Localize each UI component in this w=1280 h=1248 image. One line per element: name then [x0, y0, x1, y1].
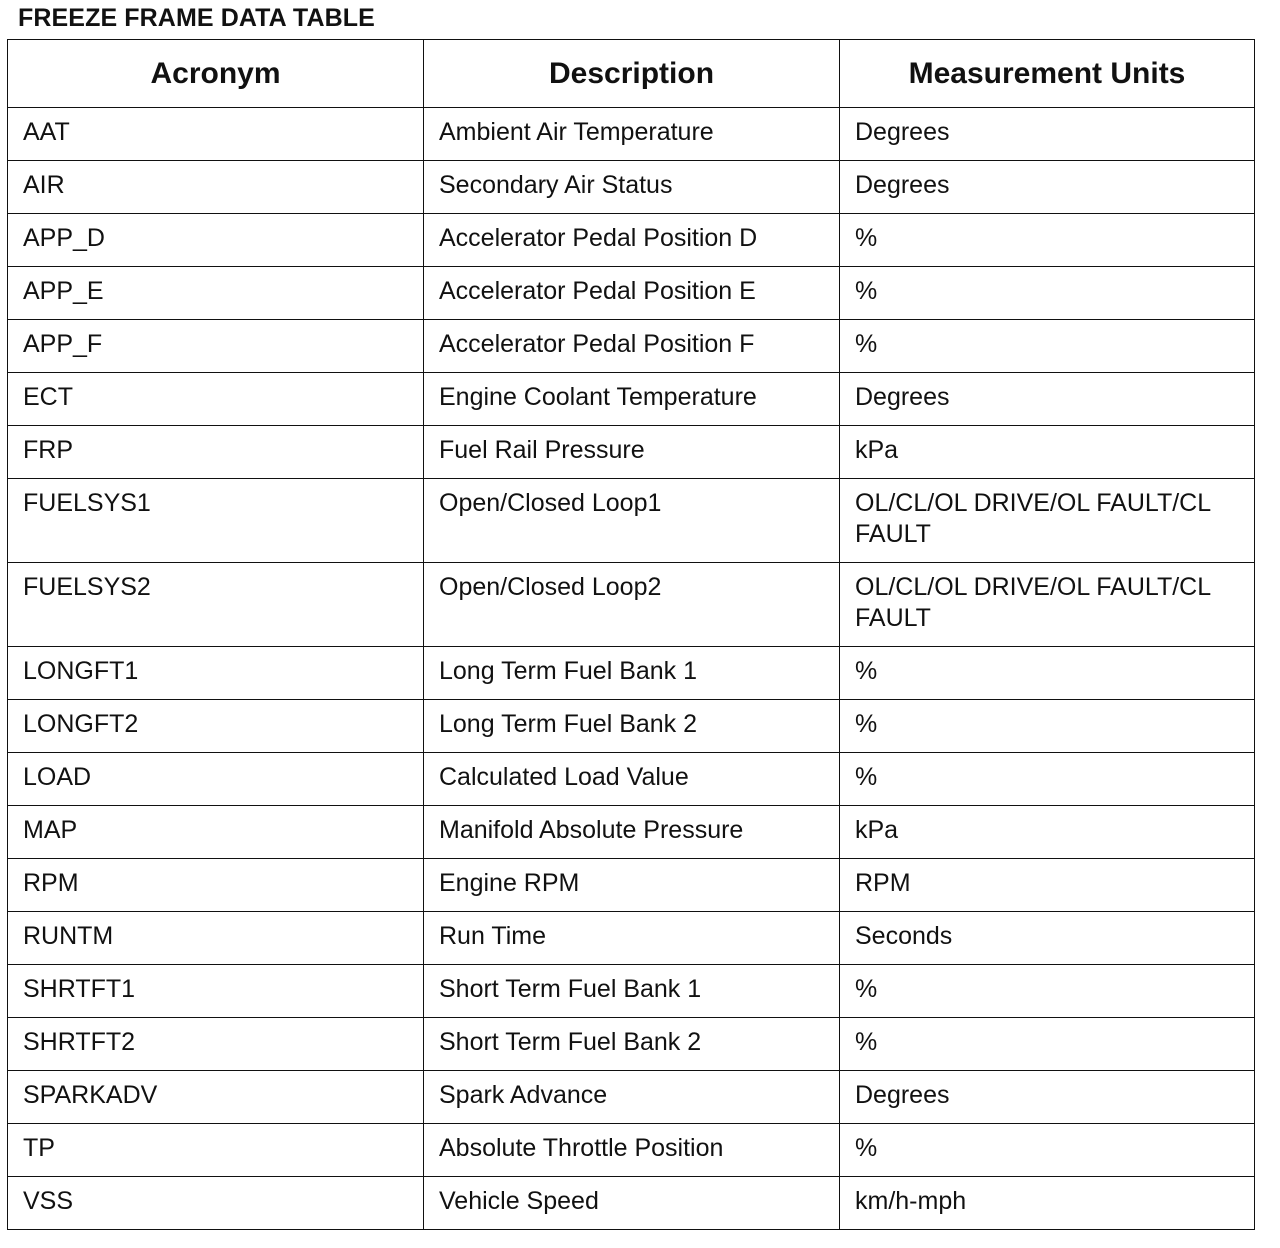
- units-cell: %: [840, 700, 1255, 753]
- description-cell: Open/Closed Loop2: [424, 563, 840, 647]
- acronym-cell: TP: [8, 1124, 424, 1177]
- units-cell: Degrees: [840, 161, 1255, 214]
- units-cell: %: [840, 267, 1255, 320]
- units-cell: %: [840, 320, 1255, 373]
- acronym-cell: LOAD: [8, 753, 424, 806]
- column-header-description: Description: [424, 40, 840, 108]
- description-cell: Manifold Absolute Pressure: [424, 806, 840, 859]
- units-cell: %: [840, 753, 1255, 806]
- description-cell: Long Term Fuel Bank 2: [424, 700, 840, 753]
- units-cell: km/h-mph: [840, 1177, 1255, 1230]
- units-cell: OL/CL/OL DRIVE/OL FAULT/CL FAULT: [840, 563, 1255, 647]
- units-cell: %: [840, 647, 1255, 700]
- acronym-cell: AAT: [8, 108, 424, 161]
- description-cell: Long Term Fuel Bank 1: [424, 647, 840, 700]
- units-cell: Degrees: [840, 1071, 1255, 1124]
- units-cell: %: [840, 214, 1255, 267]
- page-title: FREEZE FRAME DATA TABLE: [18, 4, 375, 32]
- description-cell: Short Term Fuel Bank 1: [424, 965, 840, 1018]
- acronym-cell: APP_F: [8, 320, 424, 373]
- units-cell: %: [840, 1124, 1255, 1177]
- table-row: [8, 806, 1255, 859]
- description-cell: Absolute Throttle Position: [424, 1124, 840, 1177]
- description-cell: Vehicle Speed: [424, 1177, 840, 1230]
- table-row: [8, 859, 1255, 912]
- freeze-frame-table: [7, 39, 1255, 1230]
- acronym-cell: VSS: [8, 1177, 424, 1230]
- table-row: [8, 161, 1255, 214]
- table-body: [8, 108, 1255, 1230]
- description-cell: Fuel Rail Pressure: [424, 426, 840, 479]
- description-cell: Calculated Load Value: [424, 753, 840, 806]
- description-cell: Short Term Fuel Bank 2: [424, 1018, 840, 1071]
- table-row: [8, 1177, 1255, 1230]
- description-cell: Accelerator Pedal Position F: [424, 320, 840, 373]
- column-header-acronym: Acronym: [8, 40, 424, 108]
- acronym-cell: RPM: [8, 859, 424, 912]
- table-row: [8, 214, 1255, 267]
- table-row: [8, 1018, 1255, 1071]
- table-row: [8, 320, 1255, 373]
- units-cell: kPa: [840, 426, 1255, 479]
- description-cell: Spark Advance: [424, 1071, 840, 1124]
- table-row: [8, 965, 1255, 1018]
- description-cell: Accelerator Pedal Position E: [424, 267, 840, 320]
- units-cell: %: [840, 1018, 1255, 1071]
- units-cell: RPM: [840, 859, 1255, 912]
- acronym-cell: SHRTFT2: [8, 1018, 424, 1071]
- table-row: [8, 1124, 1255, 1177]
- units-cell: Seconds: [840, 912, 1255, 965]
- column-header-measurement-units: Measurement Units: [840, 40, 1255, 108]
- description-cell: Ambient Air Temperature: [424, 108, 840, 161]
- table-row: [8, 373, 1255, 426]
- acronym-cell: AIR: [8, 161, 424, 214]
- acronym-cell: APP_E: [8, 267, 424, 320]
- acronym-cell: FUELSYS2: [8, 563, 424, 647]
- units-cell: %: [840, 965, 1255, 1018]
- units-cell: Degrees: [840, 373, 1255, 426]
- description-cell: Run Time: [424, 912, 840, 965]
- description-cell: Open/Closed Loop1: [424, 479, 840, 563]
- acronym-cell: MAP: [8, 806, 424, 859]
- description-cell: Engine RPM: [424, 859, 840, 912]
- table-row: [8, 267, 1255, 320]
- units-cell: OL/CL/OL DRIVE/OL FAULT/CL FAULT: [840, 479, 1255, 563]
- description-cell: Secondary Air Status: [424, 161, 840, 214]
- acronym-cell: LONGFT2: [8, 700, 424, 753]
- table-row: [8, 563, 1255, 647]
- acronym-cell: FRP: [8, 426, 424, 479]
- units-cell: kPa: [840, 806, 1255, 859]
- table-row: [8, 647, 1255, 700]
- acronym-cell: RUNTM: [8, 912, 424, 965]
- description-cell: Engine Coolant Temperature: [424, 373, 840, 426]
- acronym-cell: ECT: [8, 373, 424, 426]
- table-row: [8, 700, 1255, 753]
- acronym-cell: LONGFT1: [8, 647, 424, 700]
- acronym-cell: FUELSYS1: [8, 479, 424, 563]
- acronym-cell: SHRTFT1: [8, 965, 424, 1018]
- table-header-row: [8, 40, 1255, 108]
- table-row: [8, 108, 1255, 161]
- table-row: [8, 426, 1255, 479]
- acronym-cell: SPARKADV: [8, 1071, 424, 1124]
- table-row: [8, 753, 1255, 806]
- table-row: [8, 479, 1255, 563]
- acronym-cell: APP_D: [8, 214, 424, 267]
- description-cell: Accelerator Pedal Position D: [424, 214, 840, 267]
- table-row: [8, 912, 1255, 965]
- table-row: [8, 1071, 1255, 1124]
- units-cell: Degrees: [840, 108, 1255, 161]
